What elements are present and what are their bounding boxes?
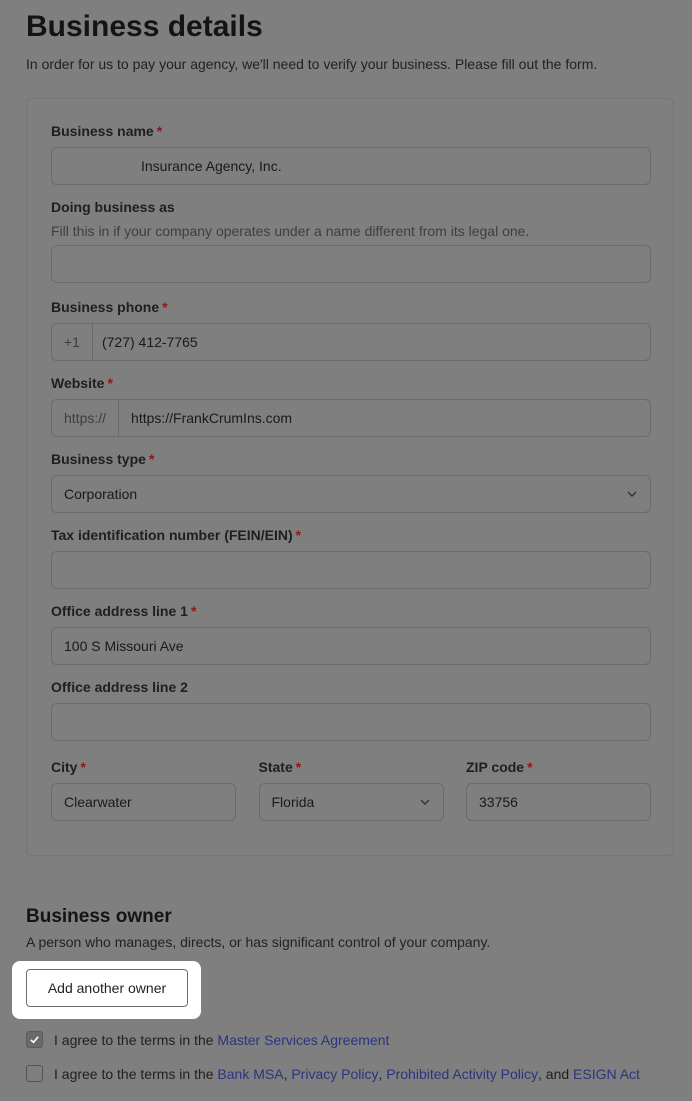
city-input[interactable]	[51, 783, 236, 821]
msa-agreement-text: I agree to the terms in the	[54, 1031, 218, 1048]
msa-agreement-checkbox[interactable]	[26, 1031, 43, 1048]
business-phone-input[interactable]	[51, 323, 651, 361]
website-label: Website *	[51, 375, 113, 391]
chevron-down-icon	[419, 796, 431, 808]
address-line-1-input[interactable]	[51, 627, 651, 665]
zip-input[interactable]	[466, 783, 651, 821]
business-name-label: Business name *	[51, 123, 163, 139]
business-owner-title: Business owner	[26, 906, 172, 927]
business-phone-label: Business phone *	[51, 299, 168, 315]
dba-helper-text: Fill this in if your company operates under a name different from its legal one.	[51, 223, 530, 239]
address-line-2-input[interactable]	[51, 703, 651, 741]
business-name-field	[51, 123, 651, 185]
bank-agreement-checkbox[interactable]	[26, 1065, 43, 1082]
master-services-agreement-link[interactable]: Master Services Agreement	[217, 1031, 390, 1048]
dba-input[interactable]	[51, 245, 651, 283]
state-field	[259, 759, 444, 821]
zip-field	[466, 759, 651, 821]
zip-value: 33756	[479, 794, 518, 810]
business-type-field	[51, 451, 651, 513]
chevron-down-icon	[626, 488, 638, 500]
tax-id-field	[51, 527, 651, 589]
business-type-value: Corporation	[64, 486, 138, 502]
address-line-1-value: 100 S Missouri Ave	[64, 638, 184, 654]
city-field	[51, 759, 236, 821]
prohibited-activity-policy-link[interactable]: Prohibited Activity Policy	[386, 1065, 538, 1082]
tax-id-label: Tax identification number (FEIN/EIN) *	[51, 527, 302, 543]
msa-agreement-row	[26, 1031, 389, 1048]
esign-act-link[interactable]: ESIGN Act	[573, 1065, 640, 1082]
state-value: Florida	[271, 794, 315, 810]
dba-label: Doing business as	[51, 199, 175, 215]
bank-msa-link[interactable]: Bank MSA	[217, 1065, 284, 1082]
page-title: Business details	[26, 10, 263, 43]
city-label: City *	[51, 759, 86, 775]
business-phone-field	[51, 299, 651, 361]
business-type-label: Business type *	[51, 451, 155, 467]
city-state-zip-row	[51, 759, 651, 821]
add-another-owner-button[interactable]: Add another owner	[26, 969, 188, 1007]
business-name-input[interactable]	[51, 147, 651, 185]
address-line-1-field	[51, 603, 651, 665]
url-scheme-prefix: https://	[52, 400, 119, 436]
business-owner-subtitle: A person who manages, directs, or has significant control of your company.	[26, 934, 491, 950]
website-field	[51, 375, 651, 437]
website-input[interactable]	[51, 399, 651, 437]
state-label: State *	[258, 759, 302, 775]
business-phone-value: (727) 412-7765	[101, 334, 198, 350]
state-select[interactable]	[259, 783, 444, 821]
business-name-value: Insurance Agency, Inc.	[141, 158, 282, 174]
business-details-form	[26, 98, 674, 856]
checkmark-icon	[29, 1034, 40, 1045]
address-line-1-label: Office address line 1 *	[51, 603, 197, 619]
bank-agreement-text: I agree to the terms in the	[54, 1065, 218, 1082]
country-code-prefix: +1	[52, 324, 93, 360]
address-line-2-field	[51, 679, 651, 741]
dba-field	[51, 199, 651, 283]
city-value: Clearwater	[64, 794, 132, 810]
privacy-policy-link[interactable]: Privacy Policy	[291, 1065, 379, 1082]
website-value: https://FrankCrumIns.com	[131, 410, 293, 426]
tax-id-input[interactable]	[51, 551, 651, 589]
zip-label: ZIP code *	[466, 759, 533, 775]
business-type-select[interactable]	[51, 475, 651, 513]
address-line-2-label: Office address line 2	[51, 679, 188, 695]
bank-agreement-row: I agree to the terms in the Bank MSA , Privacy Policy , Prohibited Activity Policy , and ESIGN Act	[26, 1065, 640, 1082]
page-subtitle: In order for us to pay your agency, we'll need to verify your business. Please fill out the form.	[26, 56, 598, 72]
